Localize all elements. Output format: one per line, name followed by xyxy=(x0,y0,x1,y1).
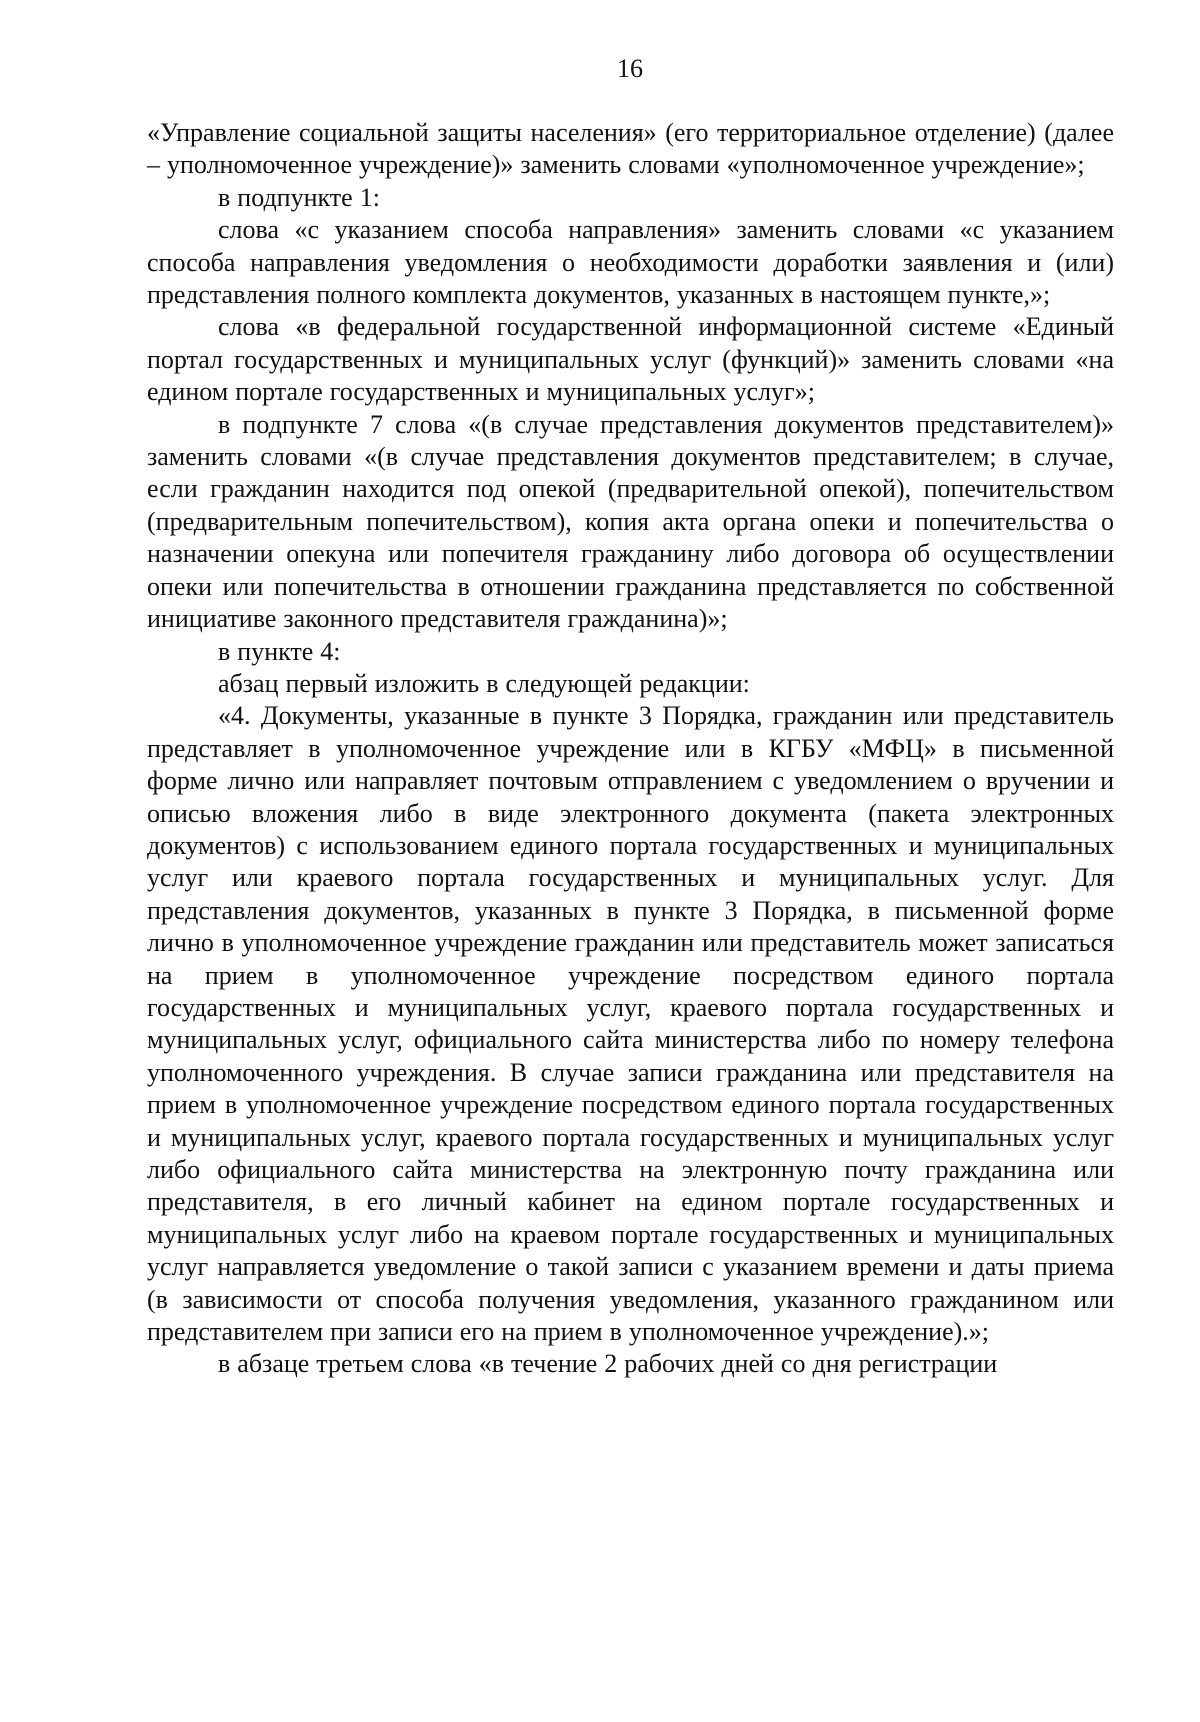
paragraph-6: в пункте 4: xyxy=(218,636,341,666)
paragraph-8: «4. Документы, указанные в пункте 3 Порядка, гражданин или представитель представляет в уполномоченное учреждение или в КГБУ «МФЦ» в письменной форме лично или направляет почтовым отправлением с уведомлением о вручении и описью вложения либо в виде электронного документа (пакета электронных документов) с использованием единого портала государственных и муниципальных услуг или краевого портала государственных и муниципальных услуг. Для представления документов, указанных в пункте 3 Порядка, в письменной форме лично в уполномоченное учреждение гражданин или представитель может записаться на прием в уполномоченное учреждение посредством единого портала государственных и муниципальных услуг, краевого портала государственных и муниципальных услуг, официального сайта министерства либо по номеру телефона уполномоченного учреждения. В случае записи гражданина или представителя на прием в уполномоченное учреждение посредством единого портала государственных и муниципальных услуг, краевого портала государственных и муниципальных услуг либо официального сайта министерства на электронную почту гражданина или представителя, в его личный кабинет на едином портале государственных и муниципальных услуг либо на краевом портале государственных и муниципальных услуг направляется уведомление о такой записи с указанием времени и даты приема (в зависимости от способа получения уведомления, указанного гражданином или представителем при записи его на прием в уполномоченное учреждение).»; xyxy=(147,701,1114,1347)
paragraph-1: «Управление социальной защиты населения» (его территориальное отделение) (далее – уполномоченное учреждение)» заменить словами «уполномоченное учреждение»; xyxy=(147,118,1114,180)
paragraph-9: в абзаце третьем слова «в течение 2 рабочих дней со дня регистрации xyxy=(218,1349,998,1379)
paragraph-5: в подпункте 7 слова «(в случае представления документов представителем)» заменить словами «(в случае представления документов представителем; в случае, если гражданин находится под опекой (предварительной опекой), попечительством (предварительным попечительством), копия акта органа опеки и попечительства о назначении опекуна или попечителя гражданину либо договора об осуществлении опеки или попечительства в отношении гражданина представляется по собственной инициативе законного представителя гражданина)»; xyxy=(147,409,1114,634)
paragraph-7: абзац первый изложить в следующей редакции: xyxy=(218,668,750,698)
document-body xyxy=(147,117,1114,1381)
paragraph-2: в подпункте 1: xyxy=(218,182,380,212)
paragraph-3: слова «с указанием способа направления» заменить словами «с указанием способа направления уведомления о необходимости доработки заявления и (или) представления полного комплекта документов, указанных в настоящем пункте,»; xyxy=(147,215,1114,310)
page-number: 16 xyxy=(617,54,643,83)
paragraph-4: слова «в федеральной государственной информационной системе «Единый портал государственных и муниципальных услуг (функций)» заменить словами «на едином портале государственных и муниципальных услуг»; xyxy=(147,312,1114,407)
